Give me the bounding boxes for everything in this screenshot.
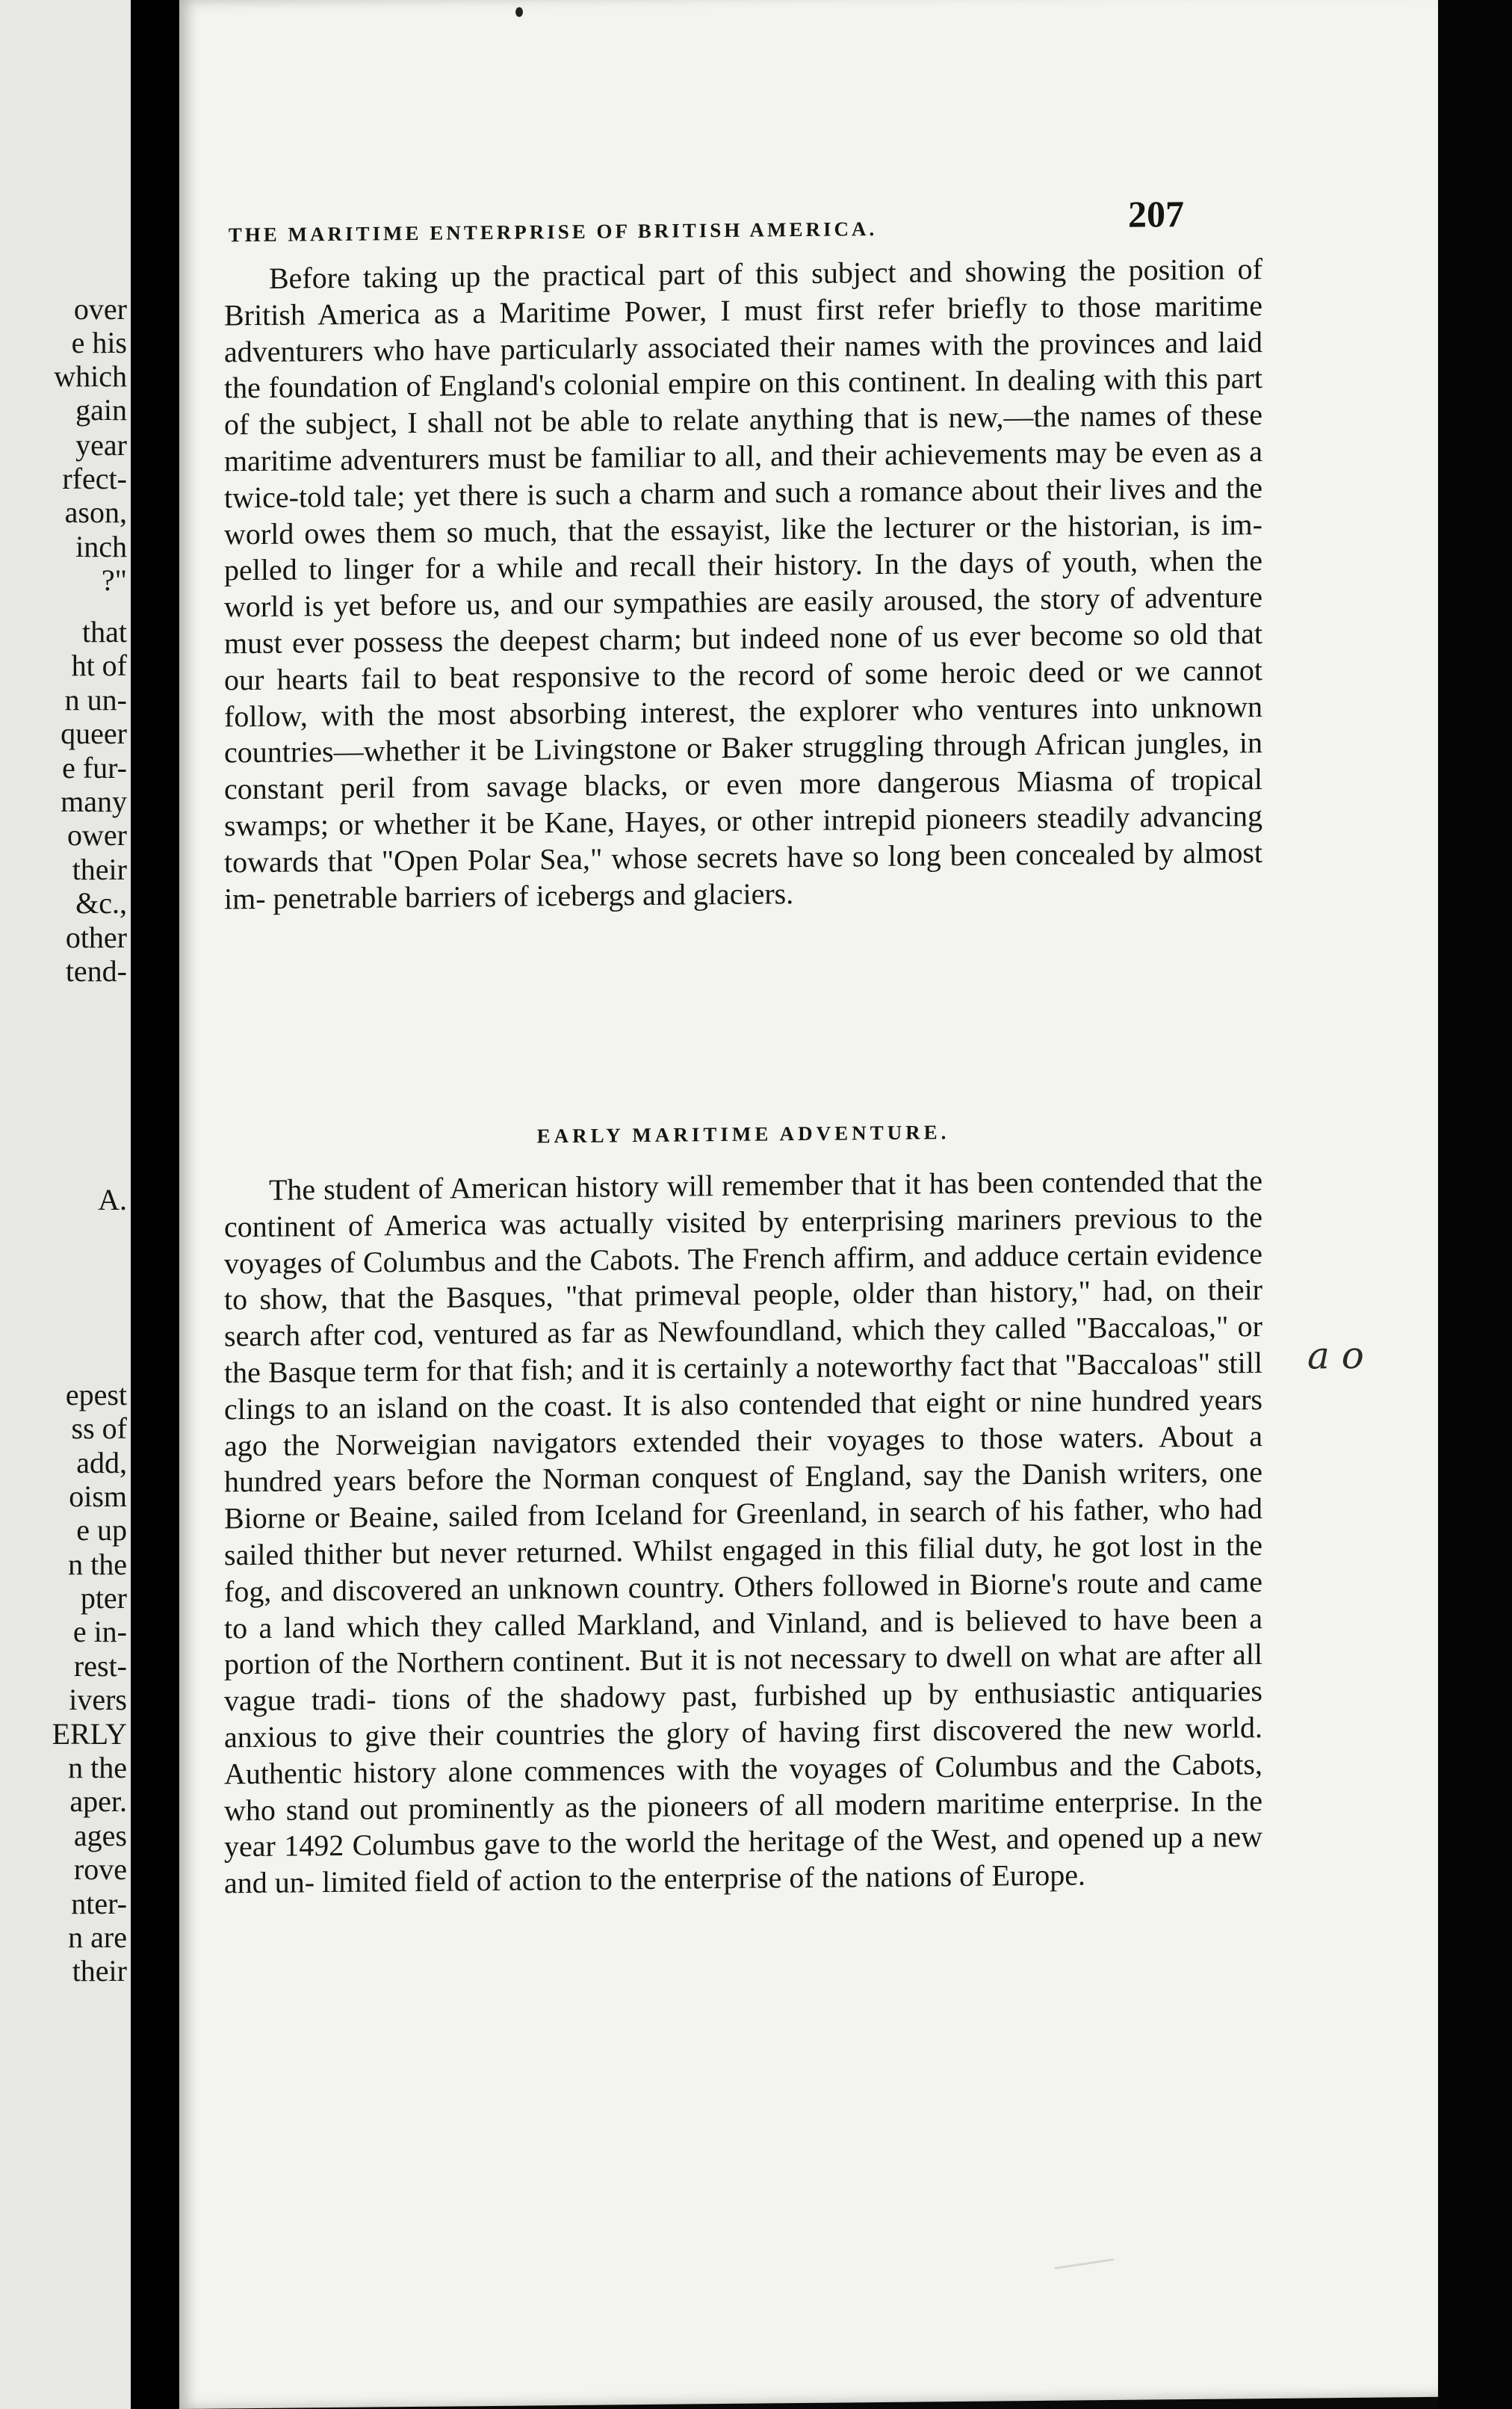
facing-page-line: ERLY — [52, 1717, 127, 1751]
text-line: called "Baccaloas," or the Basque term for that fish; and it is — [224, 1309, 1262, 1390]
text-line: Cabots. The French affirm, and adduce certain evidence to show, — [224, 1236, 1262, 1317]
facing-page-line: that — [82, 615, 127, 649]
text-line: their names with the provinces and laid the foundation of England's — [224, 324, 1262, 405]
text-line: and discovered an unknown country. Others followed in Biorne's — [280, 1566, 1077, 1608]
text-line: so much, that the essayist, like the lecturer or the historian, is im- — [446, 507, 1262, 549]
text-line: limited field of action to the enterprise of the nations of Europe. — [322, 1858, 1085, 1899]
facing-page-line: ?" — [101, 563, 127, 597]
text-line: new world. Authentic history alone commences with the voyages of — [224, 1710, 1262, 1791]
book-page — [179, 0, 1442, 2409]
text-line: penetrable barriers of icebergs and glaciers. — [273, 876, 794, 915]
facing-page-line: &c., — [75, 886, 127, 920]
facing-page-line: many — [61, 785, 127, 818]
paragraph-2 — [224, 1163, 1262, 1902]
facing-page-line: ivers — [69, 1683, 127, 1716]
facing-page-line: A. — [98, 1183, 127, 1216]
text-line: that the Basques, "that primeval people, older than history," had, on — [340, 1273, 1208, 1316]
text-line: of these maritime adventurers must be familiar to all, and their — [224, 398, 1262, 478]
facing-page-line: other — [65, 921, 127, 954]
facing-page-line: tend- — [65, 954, 127, 988]
facing-page-line: gain — [75, 393, 127, 427]
text-line: dangerous Miasma of tropical swamps; or whether it be Kane, Hayes, — [224, 762, 1262, 843]
text-line: certainly a noteworthy fact that "Baccaloas" still clings to an island — [224, 1346, 1262, 1426]
facing-page-line: ss of — [71, 1411, 127, 1445]
facing-page-line: add, — [76, 1446, 127, 1479]
facing-page-line: over — [73, 292, 127, 326]
facing-page-line: e in- — [72, 1615, 127, 1648]
text-line: colonial empire on this continent. In dealing with this part of the — [224, 361, 1262, 442]
page-number: 207 — [1128, 193, 1184, 235]
facing-page-line: rfect- — [62, 462, 127, 495]
facing-page-line: rest- — [73, 1649, 127, 1683]
text-line: of all modern maritime enterprise. In the year 1492 Columbus gave — [224, 1783, 1263, 1864]
running-head: THE MARITIME ENTERPRISE OF BRITISH AMERICA. — [228, 217, 878, 247]
text-line: charm and such a romance about their lives and the world owes them — [224, 470, 1263, 551]
facing-page-line: ht of — [71, 649, 127, 682]
text-line: the most absorbing interest, the explorer who ventures into unknown — [387, 689, 1262, 732]
facing-page-line: ason, — [64, 495, 127, 529]
facing-page-line: n the — [68, 1547, 127, 1581]
text-line: ago the Norweigian navigators extended their voyages to those waters. — [224, 1419, 1159, 1463]
text-line: aroused, the story of adventure must ever possess the deepest charm; — [224, 580, 1263, 661]
text-line: anxious to give their countries the glory of having first discovered the — [224, 1711, 1124, 1754]
facing-page-line: n are — [68, 1920, 127, 1954]
text-line: contended that the continent of America was actually visited by — [224, 1163, 1262, 1244]
text-line: on the coast. It is also contended that eight or nine hundred years — [457, 1382, 1262, 1424]
section-heading: EARLY MARITIME ADVENTURE. — [536, 1121, 950, 1148]
text-line: Before taking up the practical part of this subject and showing the — [269, 253, 1129, 295]
facing-page-line: their — [72, 853, 127, 886]
facing-page-line: year — [75, 428, 127, 462]
text-line: African jungles, in constant peril from savage blacks, or even more — [224, 726, 1262, 806]
text-line: achievements may be even as a twice-told tale; yet there is such a — [224, 434, 1262, 515]
text-line: the Danish writers, one Biorne or Beaine, sailed from Iceland for — [224, 1455, 1263, 1536]
text-line: countries—whether it be Livingstone or Baker struggling through — [224, 728, 1035, 770]
text-line: The student of American history will remember that it has been — [269, 1165, 1042, 1207]
facing-page-line: e fur- — [62, 751, 127, 785]
faint-pencil-mark — [1053, 2244, 1114, 2270]
page-gutter — [131, 0, 183, 2409]
text-line: to the world the heritage of the West, and opened up a new and un- — [224, 1819, 1262, 1900]
facing-page-line: their — [72, 1954, 127, 1988]
facing-page-fragment — [0, 0, 135, 2409]
text-line: youth, when the world is yet before us, and our sympathies are easily — [224, 543, 1262, 624]
text-line: route and came to a land which they called Markland, and Vinland, — [224, 1564, 1262, 1645]
facing-page-line: e his — [71, 326, 127, 359]
text-line: subject, I shall not be able to relate anything that is new,—the names — [305, 398, 1167, 441]
text-line: but indeed none of us ever become so old that our hearts fail to beat — [224, 616, 1262, 697]
facing-page-line: queer — [61, 717, 127, 750]
text-line: About a hundred years before the Norman conquest of England, say — [224, 1418, 1262, 1499]
facing-page-line: n un- — [64, 683, 127, 717]
text-line: responsive to the record of some heroic deed or we cannot follow, with — [224, 652, 1262, 733]
paragraph-1 — [224, 251, 1262, 918]
facing-page-line: ower — [67, 818, 127, 852]
text-line: returned. Whilst engaged in this filial duty, he got lost in the fog, — [224, 1528, 1263, 1609]
facing-page-line: epest — [65, 1378, 127, 1411]
text-line: it is not necessary to dwell on what are after all vague tradi- — [224, 1637, 1262, 1718]
facing-page-line: inch — [75, 530, 127, 563]
facing-page-line: aper. — [69, 1784, 127, 1818]
text-line: tions of the shadowy past, furbished up by enthusiastic antiquaries — [392, 1674, 1262, 1716]
text-line: Columbus and the Cabots, who stand out prominently as the pioneers — [224, 1746, 1262, 1827]
facing-page-line: oism — [69, 1479, 127, 1513]
facing-page-line: pter — [80, 1581, 127, 1615]
ink-speck — [515, 7, 523, 17]
text-line: pelled to linger for a while and recall their history. In the days of — [224, 545, 1063, 587]
facing-page-line: n the — [68, 1751, 127, 1784]
text-line: Polar Sea," whose secrets have so long been concealed by almost im- — [224, 835, 1262, 915]
facing-page-line: ages — [73, 1819, 127, 1852]
text-line: briefly to those maritime adventurers who have particularly associated — [224, 288, 1263, 369]
facing-page-line: rove — [73, 1852, 127, 1886]
text-line: position of British America as a Maritime Power, I must first refer — [224, 252, 1263, 333]
facing-page-line: e up — [76, 1513, 127, 1547]
handwritten-margin-note: a o — [1307, 1333, 1364, 1378]
facing-page-line: nter- — [71, 1887, 127, 1920]
text-line: or other intrepid pioneers steadily advancing towards that "Open — [224, 799, 1263, 879]
facing-page-line: which — [54, 359, 127, 393]
text-line: enterprising mariners previous to the voyages of Columbus and the — [224, 1199, 1263, 1281]
text-line: and is believed to have been a portion of the Northern continent. But — [224, 1601, 1262, 1681]
text-line: Greenland, in search of his father, who had sailed thither but never — [224, 1491, 1262, 1572]
scan-edge — [1438, 0, 1512, 2409]
text-line: their search after cod, ventured as far as Newfoundland, which they — [224, 1272, 1263, 1353]
